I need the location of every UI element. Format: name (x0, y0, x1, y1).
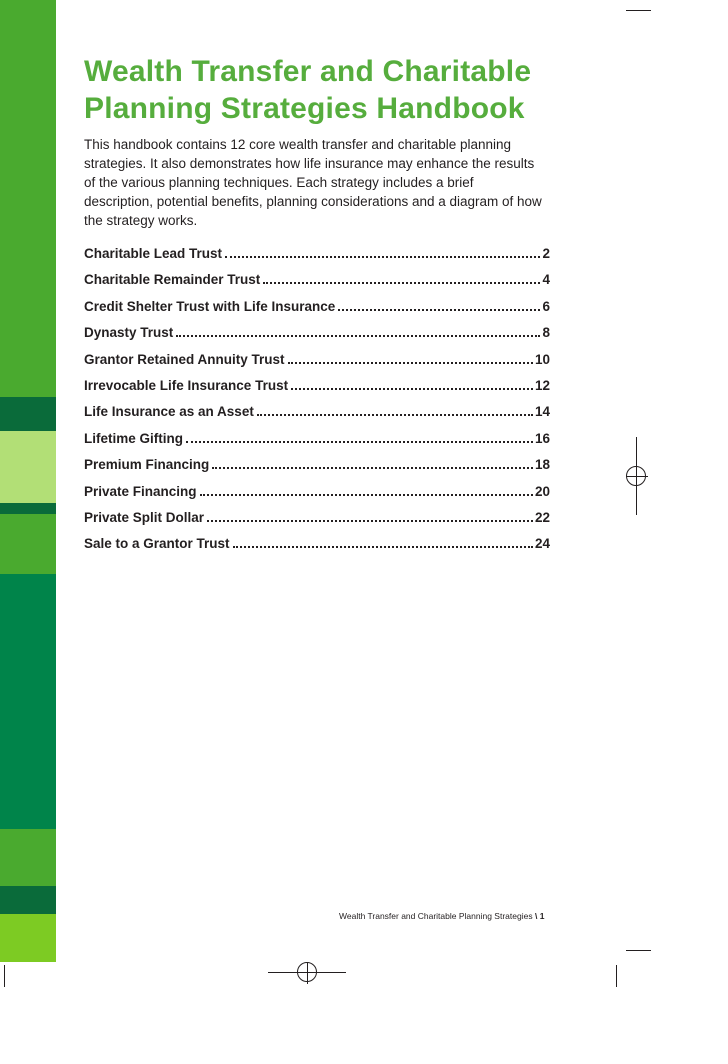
toc-entry-title: Charitable Remainder Trust (84, 272, 261, 288)
crop-mark (626, 10, 651, 11)
strip-band-green (0, 0, 56, 397)
toc-leader-dots (291, 387, 533, 390)
toc-entry-title: Irrevocable Life Insurance Trust (84, 377, 289, 393)
toc-entry (84, 352, 550, 378)
toc-entry-page: 2 (542, 246, 550, 261)
toc-leader-dots (263, 281, 540, 284)
toc-entry-page: 4 (542, 272, 550, 288)
toc-leader-dots (186, 440, 533, 443)
strip-band-dark (0, 886, 56, 914)
toc-entry (84, 484, 550, 510)
toc-entry (84, 510, 550, 536)
table-of-contents (84, 246, 550, 563)
toc-leader-dots (225, 255, 540, 258)
footer-text: Wealth Transfer and Charitable Planning Strategies (339, 911, 533, 921)
footer-separator: \ (534, 911, 538, 921)
toc-entry (84, 378, 550, 404)
toc-leader-dots (288, 361, 533, 364)
page-footer (339, 911, 544, 921)
toc-entry-page: 20 (534, 483, 550, 499)
strip-band-mid (0, 574, 56, 829)
toc-entry-page: 6 (542, 298, 550, 314)
toc-entry (84, 299, 550, 325)
toc-entry (84, 431, 550, 457)
strip-band-green (0, 829, 56, 886)
crop-mark (616, 965, 617, 987)
toc-entry (84, 536, 550, 562)
toc-leader-dots (176, 334, 540, 337)
toc-leader-dots (212, 466, 533, 469)
toc-leader-dots (257, 413, 533, 416)
toc-entry-title: Charitable Lead Trust (84, 246, 223, 261)
toc-leader-dots (207, 519, 533, 522)
toc-entry-page: 22 (534, 509, 550, 525)
page-title: Wealth Transfer and Charitable Planning Strategies Handbook (84, 55, 532, 125)
intro-paragraph: This handbook contains 12 core wealth transfer and charitable planning strategies. It also demonstrates how life insurance may enhance the results of the various planning techniques. Each strategy includes a brief description, potential benefits, planning considerations and a diagram of how the strategy works. (84, 137, 542, 228)
toc-entry-title: Private Split Dollar (84, 509, 205, 525)
toc-entry-page: 14 (534, 404, 550, 420)
toc-entry-page: 16 (534, 430, 550, 446)
strip-band-green (0, 514, 56, 574)
toc-leader-dots (200, 493, 533, 496)
toc-entry (84, 404, 550, 430)
toc-leader-dots (338, 308, 540, 311)
toc-entry (84, 246, 550, 272)
left-color-strip (0, 0, 56, 962)
toc-entry-page: 24 (534, 536, 550, 552)
strip-band-lime (0, 914, 56, 962)
crop-mark (626, 950, 651, 951)
toc-entry-title: Grantor Retained Annuity Trust (84, 351, 285, 367)
strip-band-light (0, 431, 56, 503)
strip-band-dark (0, 503, 56, 514)
toc-entry-title: Private Financing (84, 483, 197, 499)
toc-entry-page: 8 (542, 325, 550, 341)
toc-entry-title: Lifetime Gifting (84, 430, 183, 446)
strip-band-dark (0, 397, 56, 431)
toc-leader-dots (233, 545, 533, 548)
toc-entry-title: Sale to a Grantor Trust (84, 536, 230, 552)
crop-mark (4, 965, 5, 987)
toc-entry (84, 272, 550, 298)
registration-target-icon (297, 962, 317, 982)
toc-entry-title: Life Insurance as an Asset (84, 404, 254, 420)
footer-page-number: 1 (539, 911, 545, 921)
toc-entry-title: Credit Shelter Trust with Life Insurance (84, 298, 336, 314)
toc-entry-title: Premium Financing (84, 457, 210, 473)
registration-target-icon (626, 466, 646, 486)
toc-entry-title: Dynasty Trust (84, 325, 174, 341)
toc-entry-page: 10 (534, 351, 550, 367)
toc-entry-page: 12 (534, 377, 550, 393)
toc-entry (84, 325, 550, 351)
toc-entry (84, 457, 550, 483)
toc-entry-page: 18 (534, 457, 550, 473)
